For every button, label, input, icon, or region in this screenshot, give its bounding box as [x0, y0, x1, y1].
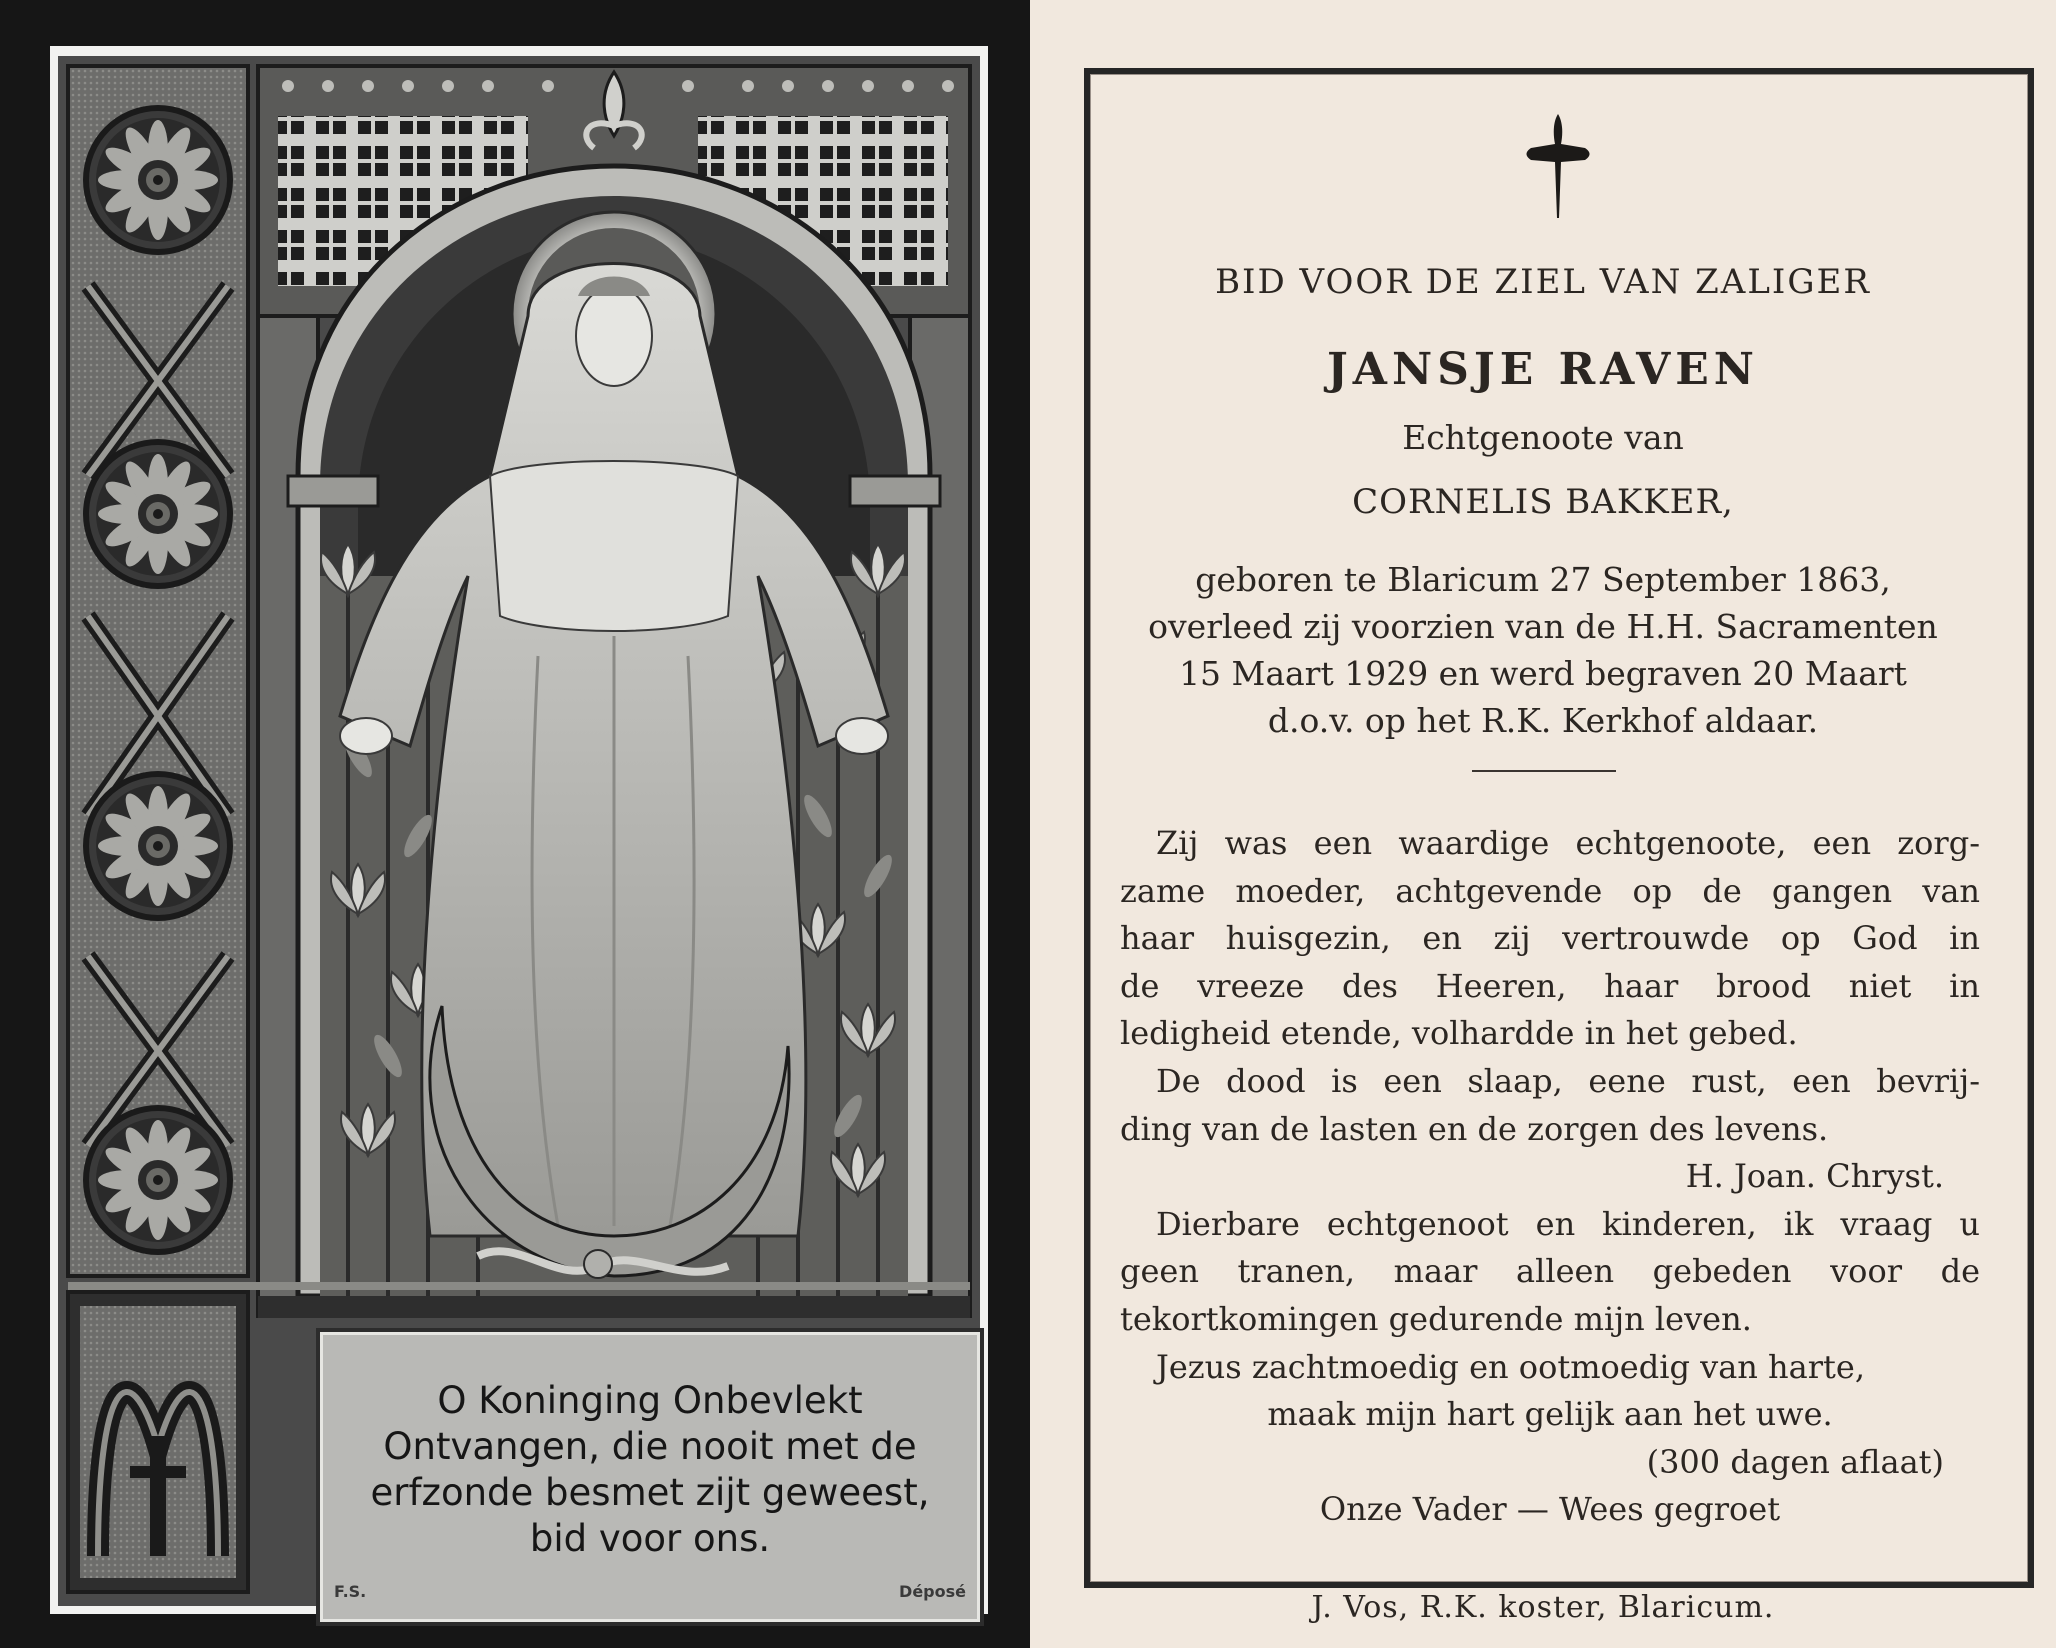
bio-line: overleed zij voorzien van de H.H. Sacramenten — [1148, 607, 1938, 646]
text-line: geen tranen, maar alleen gebeden voor de — [1120, 1252, 1980, 1291]
section-divider — [1472, 770, 1616, 772]
quote-attribution: H. Joan. Chryst. — [1685, 1157, 1944, 1196]
bio-line: d.o.v. op het R.K. Kerkhof aldaar. — [1267, 701, 1819, 740]
printer-initials: F.S. — [334, 1582, 367, 1601]
bio-line: 15 Maart 1929 en werd begraven 20 Maart — [1179, 654, 1907, 693]
indulgence-note: (300 dagen aflaat) — [1646, 1442, 1944, 1481]
bio-line: geboren te Blaricum 27 September 1863, — [1195, 560, 1891, 599]
memorial-text-block — [1120, 820, 1980, 1534]
printer-colophon: J. Vos, R.K. koster, Blaricum. — [1311, 1590, 1775, 1625]
text-line: Dierbare echtgenoot en kinderen, ik vraag u — [1156, 1204, 1980, 1243]
prayer-panel — [316, 1328, 984, 1626]
text-line: Jezus zachtmoedig en ootmoedig van harte, — [1156, 1347, 1865, 1386]
text-line: maak mijn hart gelijk aan het uwe. — [1267, 1395, 1833, 1434]
ornamental-frame — [58, 56, 980, 1606]
prayer-line: O Koninging Onbevlekt — [437, 1379, 863, 1422]
text-line: zame moeder, achtgevende op de gangen van — [1120, 871, 1980, 910]
prayer-text — [320, 1378, 980, 1562]
spouse-name: CORNELIS BAKKER, — [1352, 482, 1734, 522]
text-line: de vreeze des Heeren, haar brood niet in — [1120, 966, 1980, 1005]
text-line: ledigheid etende, volhardde in het gebed. — [1120, 1014, 1798, 1053]
closing-prayers: Onze Vader — Wees gegroet — [1319, 1490, 1781, 1529]
prayer-heading: BID VOOR DE ZIEL VAN ZALIGER — [1215, 262, 1871, 302]
deceased-name: JANSJE RAVEN — [1326, 344, 1760, 395]
prayer-line: erfzonde besmet zijt geweest, — [370, 1471, 930, 1514]
text-line: tekortkomingen gedurende mijn leven. — [1120, 1299, 1752, 1338]
spouse-label: Echtgenoote van — [1402, 418, 1684, 457]
memorial-card-text-side — [1030, 0, 2056, 1648]
text-line: Zij was een waardige echtgenoote, een zorg- — [1156, 824, 1980, 862]
text-line: ding van de lasten en de zorgen des levens. — [1120, 1109, 1829, 1148]
biography-block — [1030, 556, 2056, 744]
text-line: De dood is een slaap, eene rust, een bevrij- — [1156, 1061, 1980, 1100]
depose-mark: Déposé — [899, 1582, 966, 1601]
prayer-line: Ontvangen, die nooit met de — [383, 1425, 917, 1468]
prayer-line: bid voor ons. — [529, 1517, 771, 1560]
text-line: haar huisgezin, en zij vertrouwde op God in — [1120, 919, 1980, 958]
cross-icon — [1523, 112, 1593, 222]
